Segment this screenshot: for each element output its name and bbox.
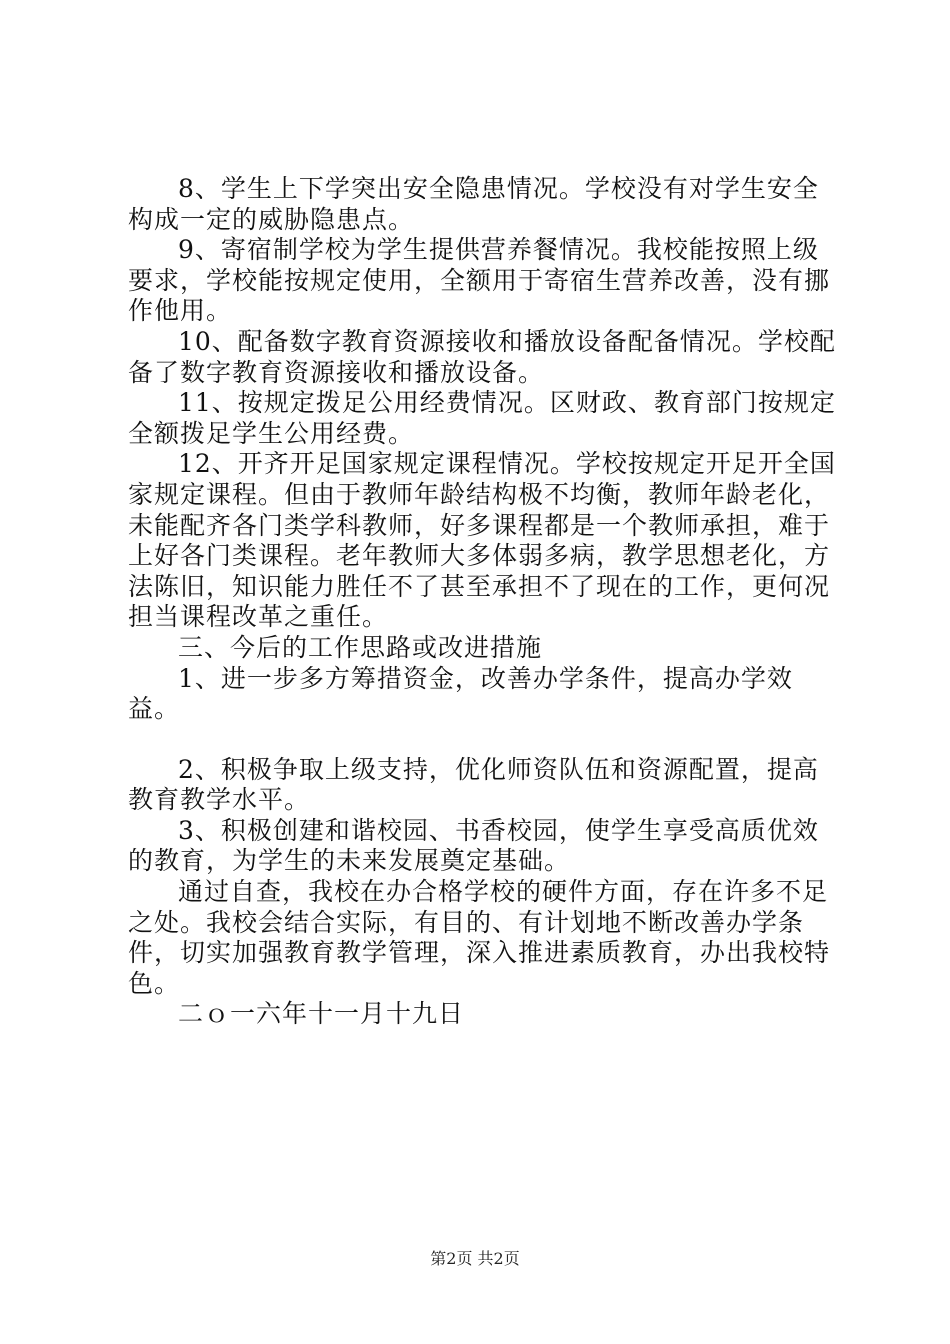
paragraph-item-8: 8、学生上下学突出安全隐患情况。学校没有对学生安全构成一定的威胁隐患点。 [128,174,819,234]
paragraph-item-10: 10、配备数字教育资源接收和播放设备配备情况。学校配备了数字教育资源接收和播放设备。 [128,326,836,387]
measure-item-2: 2、积极争取上级支持，优化师资队伍和资源配置，提高教育教学水平。 [128,754,819,815]
paragraph-item-11: 11、按规定拨足公用经费情况。区财政、教育部门按规定全额拨足学生公用经费。 [128,388,836,448]
paragraph-item-9: 9、寄宿制学校为学生提供营养餐情况。我校能按照上级要求，学校能按规定使用，全额用于寄宿生营养改善，没有挪作他用。 [128,235,831,326]
measure-item-1: 1、进一步多方筹措资金，改善办学条件，提高办学效益。 [128,663,793,724]
document-date: 二ｏ一六年十一月十九日 [178,999,465,1029]
conclusion-paragraph: 通过自查，我校在办合格学校的硬件方面，存在许多不足之处。我校会结合实际，有目的、有计划地不断改善办学条件，切实加强教育教学管理，深入推进素质教育，办出我校特色。 [128,877,831,998]
measure-item-3: 3、积极创建和谐校园、书香校园，使学生享受高质优效的教育，为学生的未来发展奠定基础。 [128,815,819,876]
document-body [128,174,840,1030]
paragraph-item-12: 12、开齐开足国家规定课程情况。学校按规定开足开全国家规定课程。但由于教师年龄结构极不均衡，教师年龄老化，未能配齐各门类学科教师，好多课程都是一个教师承担，难于上好各门类课程。老年教师大多体弱多病，教学思想老化，方法陈旧，知识能力胜任不了甚至承担不了现在的工作，更何况担当课程改革之重任。 [128,449,836,632]
section-heading-3: 三、今后的工作思路或改进措施 [178,632,543,662]
page-number-footer: 第2页 共2页 [430,1249,520,1268]
